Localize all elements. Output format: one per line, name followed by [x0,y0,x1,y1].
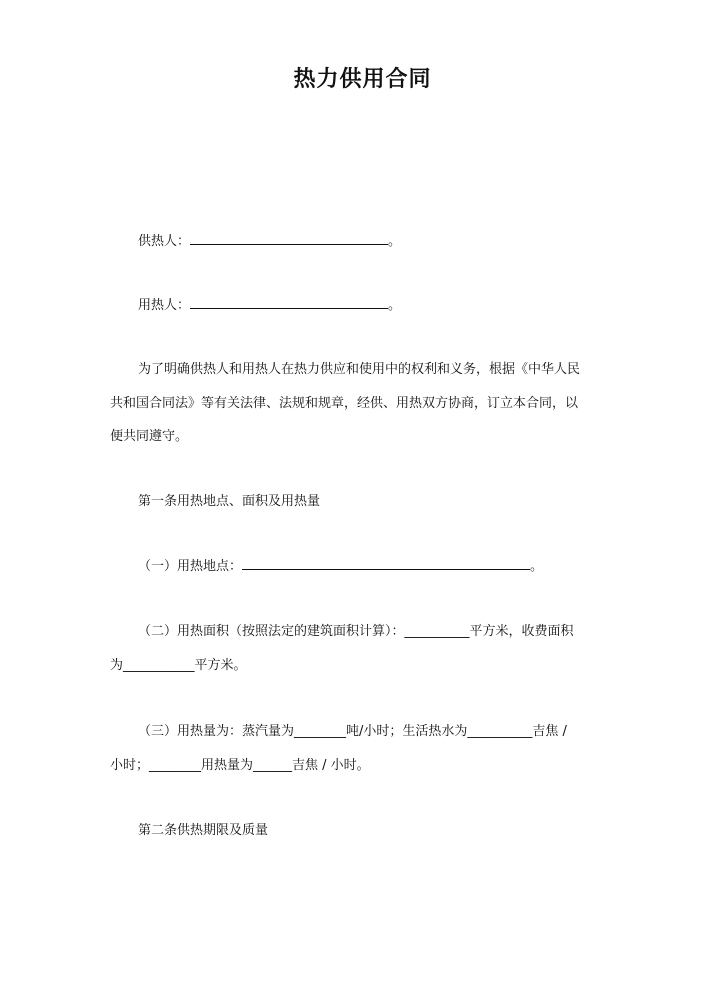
preamble-line-3: 便共同遵守。 [110,429,189,444]
user-blank[interactable] [190,296,388,309]
heat-volume-line-1 [138,722,678,742]
heat-area-line-2 [110,656,650,676]
article-2-heading: 第二条供热期限及质量 [138,823,269,838]
hot-water-unit: 吉焦 / [532,724,567,739]
heat-location-label: （一）用热地点： [138,559,243,574]
preamble-line-2: 共和国合同法》等有关法律、法规和规章，经供、用热双方协商，订立本合同，以 [110,396,579,411]
user-label: 用热人： [138,298,191,313]
heat-location-blank[interactable] [242,557,530,570]
article-1-heading: 第一条用热地点、面积及用热量 [138,494,321,509]
hour-text: 小时； [110,758,150,773]
billing-area-prefix: 为 [110,658,124,673]
user-line [138,296,678,316]
preamble-line-1: 为了明确供热人和用热人在热力供应和使用中的权利和义务，根据《中华人民 [138,362,581,377]
heat-area-line-1 [138,622,678,642]
supplier-blank[interactable] [190,232,388,245]
supplier-end: 。 [388,234,402,249]
other-volume-unit: 吉焦 / 小时。 [292,758,370,773]
heat-area-label: （二）用热面积（按照法定的建筑面积计算）： [138,624,405,639]
supplier-line [138,232,678,252]
heat-area-unit-text: 平方米，收费面积 [469,624,574,639]
hot-water-blank[interactable]: __________ [467,724,533,739]
other-use-blank[interactable]: ________ [149,758,202,773]
user-end: 。 [388,298,402,313]
other-volume-blank[interactable]: ______ [253,758,293,773]
other-use-label: 用热量为 [201,758,254,773]
supplier-label: 供热人： [138,234,191,249]
steam-label: （三）用热量为：蒸汽量为 [138,724,295,739]
heat-area-blank[interactable]: __________ [404,624,470,639]
heat-location-end: 。 [530,559,544,574]
heat-location-line [138,557,678,577]
document-title: 热力供用合同 [293,67,432,92]
billing-area-unit: 平方米。 [194,658,247,673]
steam-blank[interactable]: ________ [294,724,347,739]
heat-volume-line-2 [110,756,650,776]
hot-water-label: 吨/小时；生活热水为 [346,724,468,739]
billing-area-blank[interactable]: ___________ [123,658,195,673]
